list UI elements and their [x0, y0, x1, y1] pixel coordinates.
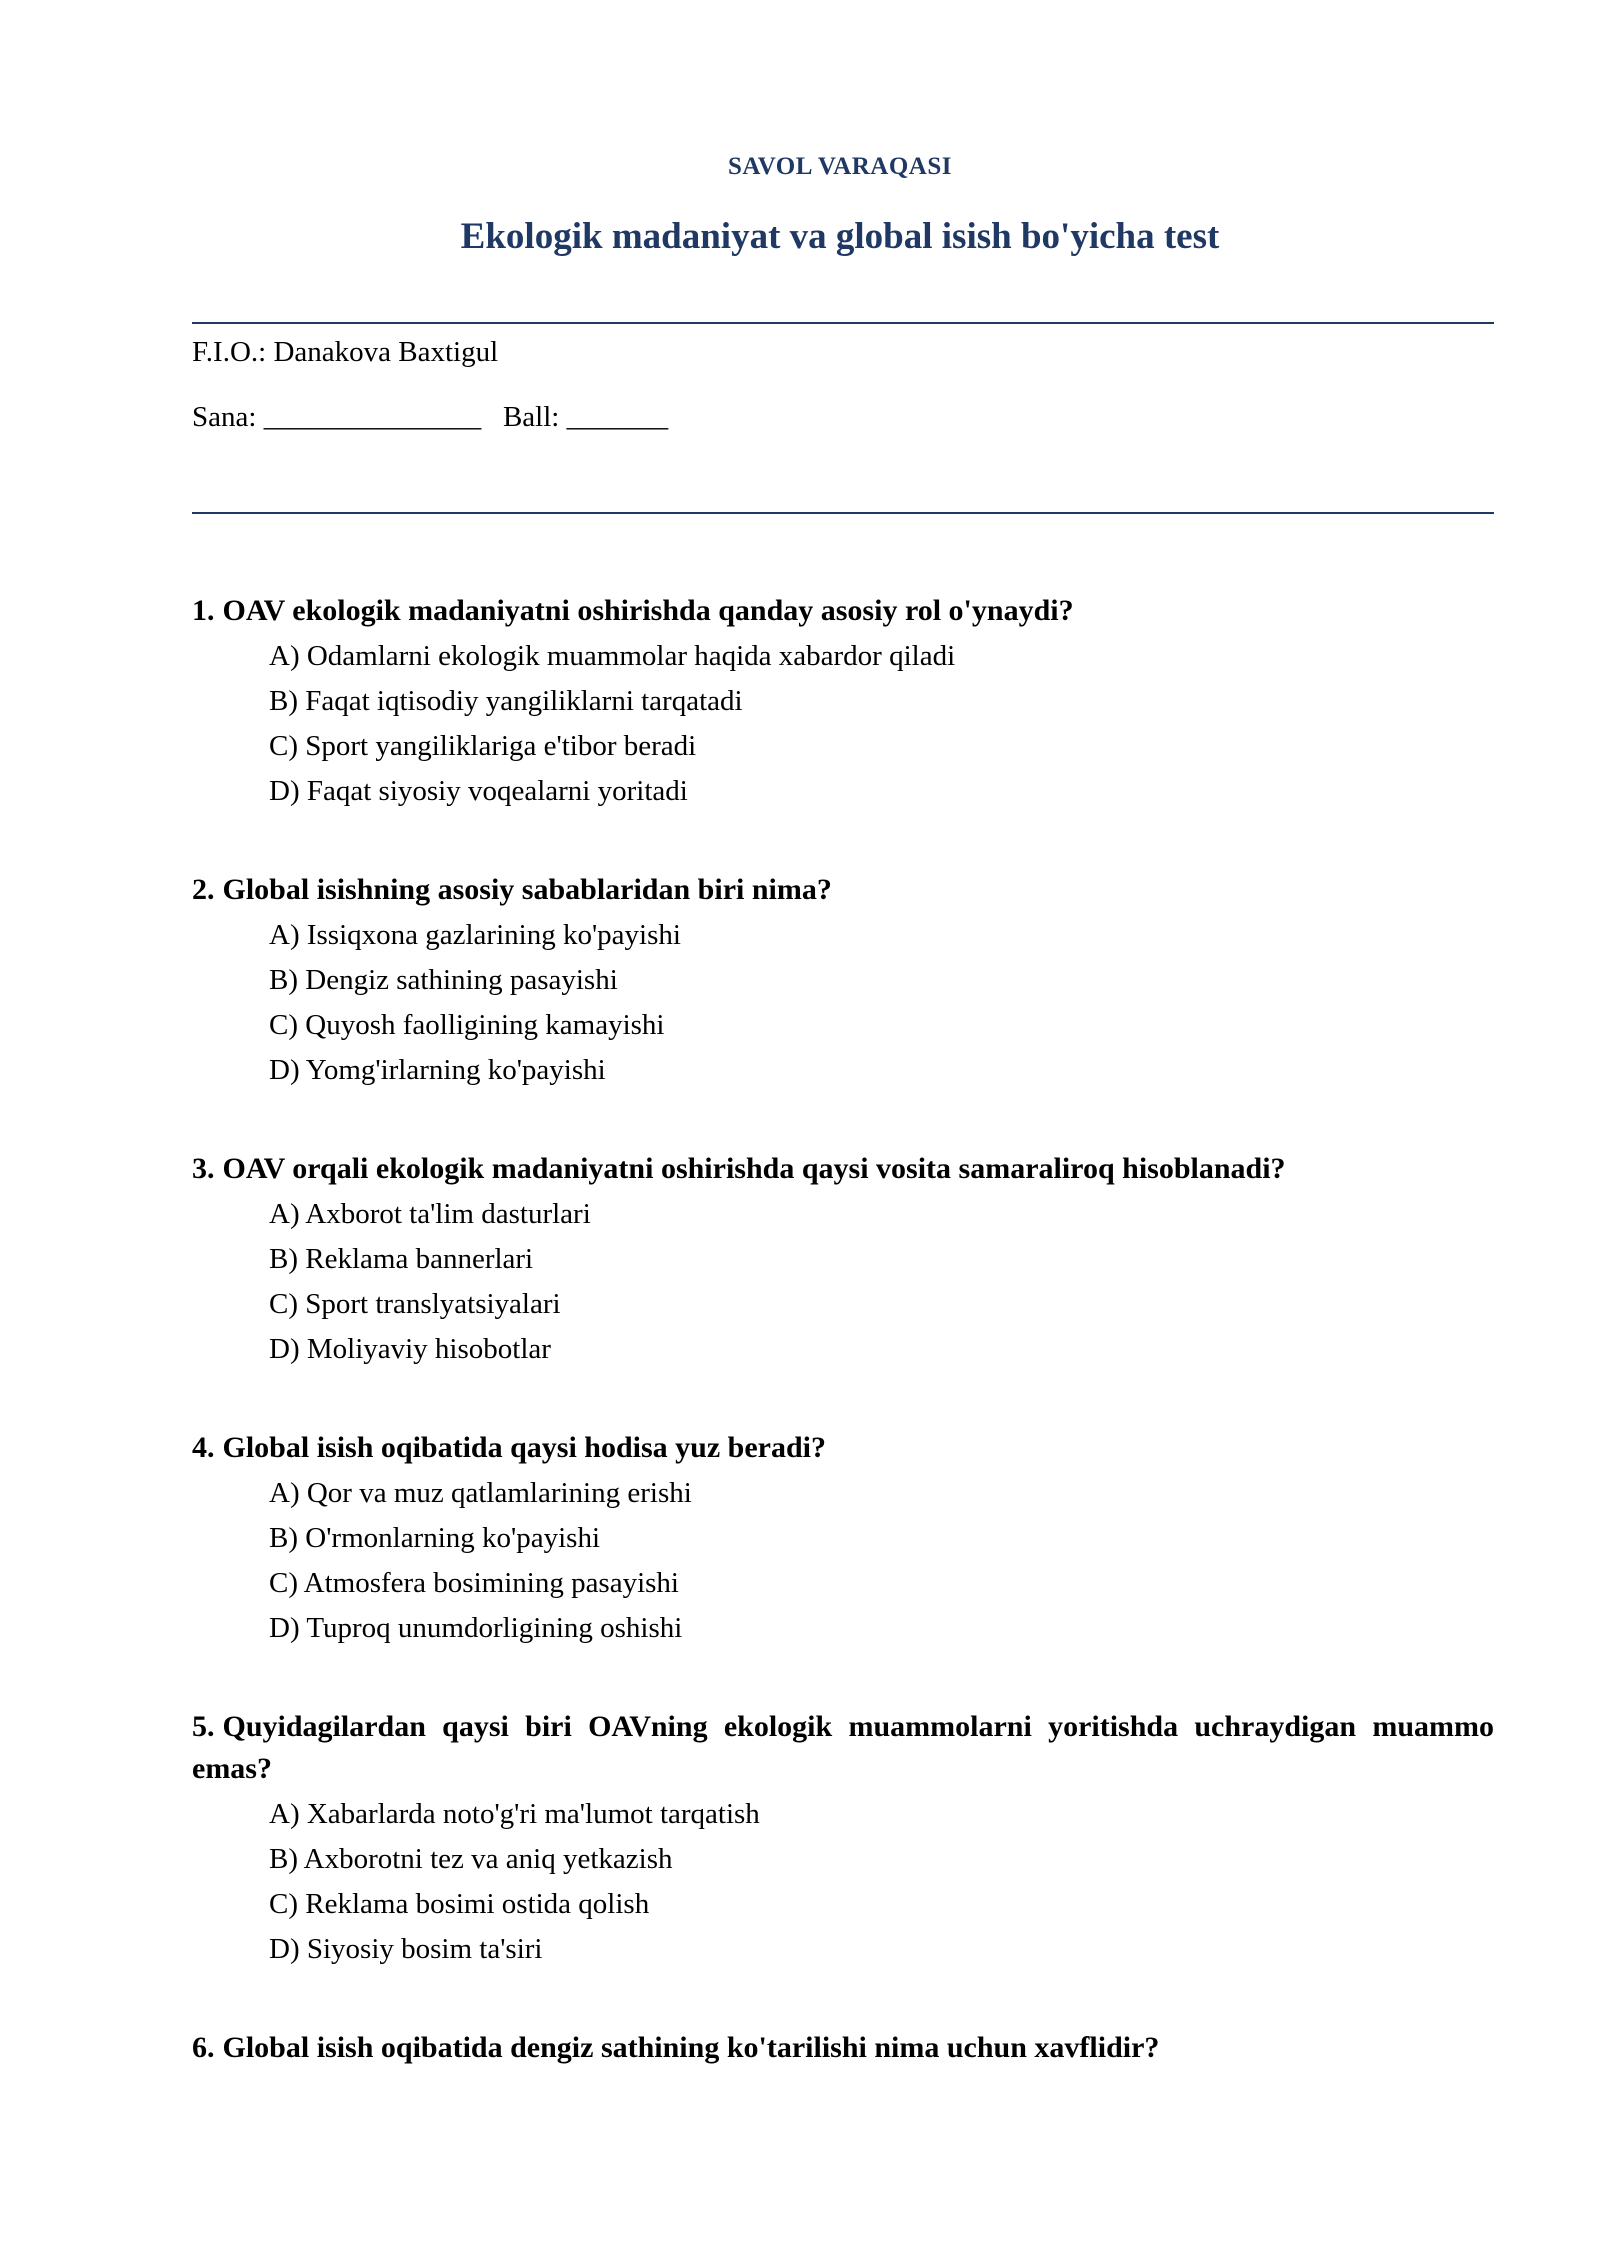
answer-option-a: A) Axborot ta'lim dasturlari: [269, 1198, 591, 1230]
question-text: [192, 869, 1494, 911]
student-name: F.I.O.: Danakova Baxtigul: [192, 336, 499, 368]
date-label: Sana:: [192, 401, 257, 433]
question-text: [192, 1427, 1494, 1469]
score-label: Ball:: [502, 401, 560, 433]
answer-option-c: C) Reklama bosimi ostida qolish: [269, 1888, 650, 1920]
answer-option-d: D) Moliyaviy hisobotlar: [269, 1333, 551, 1365]
question-number: 6.: [192, 2031, 215, 2064]
score-blank: _______: [566, 401, 669, 433]
answer-option-b: B) O'rmonlarning ko'payishi: [269, 1522, 601, 1554]
question-3: [192, 1148, 1494, 1372]
date-blank: _______________: [263, 401, 482, 433]
answer-option-b: B) Reklama bannerlari: [269, 1243, 534, 1275]
answer-option-b: B) Dengiz sathining pasayishi: [269, 964, 618, 996]
question-label: Quyidagilardan qaysi biri OAVning ekologik muammolarni yoritishda uchraydigan muammo emas?: [192, 1710, 1494, 1785]
question-1: [192, 590, 1494, 814]
date-score-line: [192, 401, 668, 434]
answer-option-a: A) Odamlarni ekologik muammolar haqida xabardor qiladi: [269, 640, 956, 672]
answer-option-b: B) Faqat iqtisodiy yangiliklarni tarqatadi: [269, 685, 743, 717]
answer-option-c: C) Sport translyatsiyalari: [269, 1288, 561, 1320]
question-label: OAV ekologik madaniyatni oshirishda qanday asosiy rol o'ynaydi?: [222, 594, 1074, 627]
question-text: [192, 590, 1494, 632]
question-number: 4.: [192, 1431, 215, 1464]
question-number: 2.: [192, 873, 215, 906]
question-label: Global isish oqibatida dengiz sathining ko'tarilishi nima uchun xavflidir?: [222, 2031, 1160, 2064]
answer-option-b: B) Axborotni tez va aniq yetkazish: [269, 1843, 673, 1875]
answer-option-d: D) Faqat siyosiy voqealarni yoritadi: [269, 775, 688, 807]
question-label: Global isishning asosiy sabablaridan biri nima?: [222, 873, 832, 906]
question-label: Global isish oqibatida qaysi hodisa yuz beradi?: [222, 1431, 827, 1464]
question-6: [192, 2027, 1494, 2069]
answer-option-a: A) Xabarlarda noto'g'ri ma'lumot tarqatish: [269, 1798, 760, 1830]
answer-option-c: C) Sport yangiliklariga e'tibor beradi: [269, 730, 697, 762]
header-divider-top: [192, 322, 1494, 324]
question-number: 3.: [192, 1152, 215, 1185]
question-number: 1.: [192, 594, 215, 627]
answer-option-d: D) Tuproq unumdorligining oshishi: [269, 1612, 683, 1644]
answer-option-d: D) Yomg'irlarning ko'payishi: [269, 1054, 606, 1086]
question-5: [192, 1706, 1494, 1972]
answer-option-c: C) Quyosh faolligining kamayishi: [269, 1009, 665, 1041]
question-text: [192, 1706, 1494, 1790]
header-divider-bottom: [192, 512, 1494, 514]
question-2: [192, 869, 1494, 1093]
question-label: OAV orqali ekologik madaniyatni oshirishda qaysi vosita samaraliroq hisoblanadi?: [222, 1152, 1286, 1185]
page-title: Ekologik madaniyat va global isish bo'yicha test: [460, 216, 1220, 257]
question-4: [192, 1427, 1494, 1651]
answer-option-c: C) Atmosfera bosimining pasayishi: [269, 1567, 679, 1599]
question-text: [192, 2027, 1494, 2069]
answer-option-d: D) Siyosiy bosim ta'siri: [269, 1933, 543, 1965]
questions-list: [192, 590, 1494, 2124]
question-number: 5.: [192, 1710, 215, 1743]
sheet-kicker: SAVOL VARAQASI: [728, 153, 952, 180]
answer-option-a: A) Qor va muz qatlamlarining erishi: [269, 1477, 692, 1509]
question-text: [192, 1148, 1494, 1190]
answer-option-a: A) Issiqxona gazlarining ko'payishi: [269, 919, 681, 951]
